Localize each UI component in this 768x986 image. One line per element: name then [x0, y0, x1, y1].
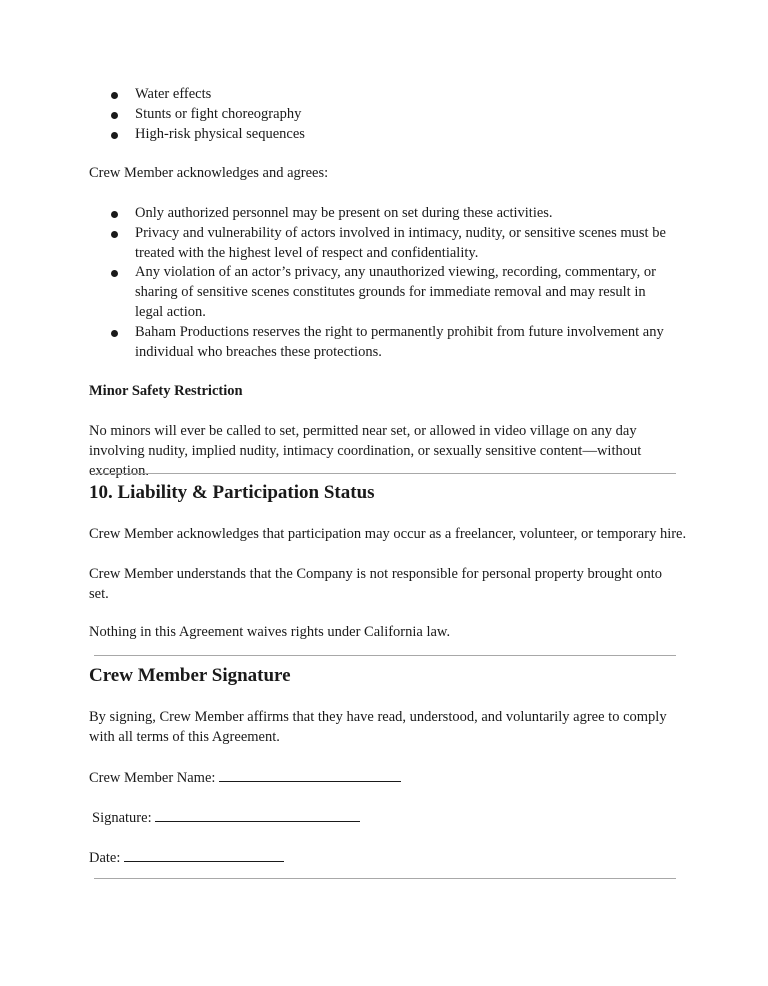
bullet-icon: [111, 330, 118, 337]
minor-safety-text: No minors will ever be called to set, permitted near set, or allowed in video village on any day involving nudity, implied nudity, intimacy coordination, or sexually sensitive content—without exception.: [89, 423, 642, 479]
list-item-text: High-risk physical sequences: [135, 125, 305, 142]
signature-field[interactable]: [92, 807, 692, 829]
list-item: [89, 263, 675, 322]
date-label: Date:: [89, 850, 121, 866]
list-item-text: Water effects: [135, 86, 212, 102]
activity-bullet-list: [89, 85, 689, 144]
liability-paragraph: Nothing in this Agreement waives rights under California law.: [89, 624, 451, 640]
list-item-text: Stunts or fight choreography: [135, 105, 302, 122]
bullet-icon: [111, 270, 118, 277]
signature-intro: By signing, Crew Member affirms that they have read, understood, and voluntarily agree to comply with all terms of this Agreement.: [89, 709, 667, 745]
bullet-icon: [111, 132, 118, 139]
name-signature-line[interactable]: [219, 767, 401, 782]
signature-line[interactable]: [155, 807, 360, 822]
list-item-text: Baham Productions reserves the right to permanently prohibit from future involvement any individual who breaches these protections.: [135, 323, 664, 360]
list-item: [89, 204, 675, 224]
section-heading-signature: Crew Member Signature: [89, 665, 291, 686]
bullet-icon: [111, 92, 118, 99]
acknowledgement-bullet-list: [89, 204, 675, 362]
list-item: [89, 105, 689, 125]
section-divider: [94, 655, 676, 656]
acknowledgement-intro: Crew Member acknowledges and agrees:: [89, 165, 329, 181]
bullet-icon: [111, 231, 118, 238]
list-item-text: Privacy and vulnerability of actors involved in intimacy, nudity, or sensitive scenes must be treated with the highest level of respect and confidentiality.: [135, 224, 666, 261]
date-field[interactable]: [89, 847, 689, 869]
list-item: [89, 224, 675, 264]
name-label: Crew Member Name:: [89, 770, 216, 786]
crew-member-name-field[interactable]: [89, 767, 689, 789]
liability-paragraph: Crew Member acknowledges that participation may occur as a freelancer, volunteer, or temporary hire.: [89, 526, 687, 542]
list-item-text: Any violation of an actor’s privacy, any unauthorized viewing, recording, commentary, or sharing of sensitive scenes constitutes grounds for immediate removal and may result in legal action.: [135, 264, 656, 320]
section-divider: [94, 473, 676, 474]
signature-label: Signature:: [92, 810, 152, 826]
section-heading-liability: 10. Liability & Participation Status: [89, 482, 375, 503]
list-item: [89, 323, 675, 363]
list-item: [89, 85, 689, 105]
list-item: [89, 125, 689, 145]
date-line[interactable]: [124, 847, 284, 862]
bullet-icon: [111, 112, 118, 119]
minor-safety-heading: Minor Safety Restriction: [89, 383, 243, 399]
list-item-text: Only authorized personnel may be present on set during these activities.: [135, 205, 553, 221]
bullet-icon: [111, 211, 118, 218]
liability-paragraph: Crew Member understands that the Company is not responsible for personal property brought onto set.: [89, 566, 663, 602]
section-divider: [94, 878, 676, 879]
